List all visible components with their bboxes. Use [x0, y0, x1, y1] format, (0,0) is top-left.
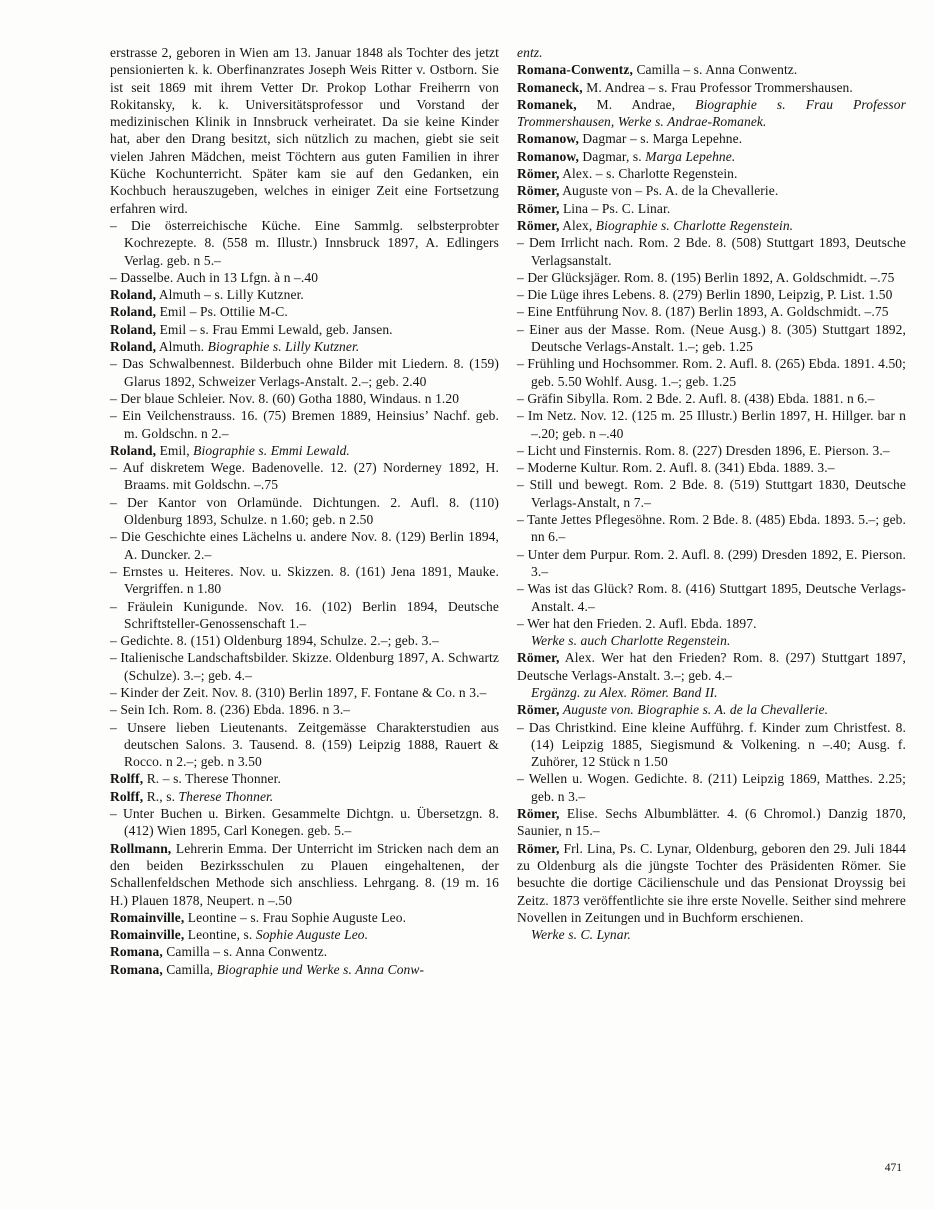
text-run: – Licht und Finsternis. Rom. 8. (227) Dresden 1896, E. Pierson. 3.–	[517, 442, 890, 458]
text-run: Alex,	[559, 217, 596, 233]
text-run: Frl. Lina, Ps. C. Lynar, Oldenburg, geboren den 29. Juli 1844 zu Oldenburg als die jüngste Tochter des Präsidenten Römer. Sie besuchte die dortige Cäcilienschule und das Pensionat Droyssig bei Zeitz. 1873 veröffentlichte sie ihre erste Novelle. Seither sind mehrere Novellen in Zeitungen und in Buchform erschienen.	[517, 840, 906, 925]
text-run: Lehrerin Emma. Der Unterricht im Stricken nach dem an den beiden Bezirksschulen zu Plauen eingehaltenen, der Schallenfeldschen Methode sich anschliess. Lehrgang. 8. (19 m. 16 H.) Plauen 1878, Neupert. n –.50	[110, 840, 499, 908]
work-list-item	[110, 494, 499, 529]
text-run: – Im Netz. Nov. 12. (125 m. 25 Illustr.) Berlin 1897, H. Hillger. bar n –.20; geb. n –.40	[517, 408, 906, 441]
text-run: Romanow,	[517, 148, 579, 164]
two-column-text-block	[110, 44, 906, 978]
text-run: Almuth – s. Lilly Kutzner.	[156, 287, 304, 303]
text-run: – Unter Buchen u. Birken. Gesammelte Dichtgn. u. Übersetzgn. 8. (412) Wien 1895, Carl Konegen. geb. 5.–	[110, 806, 499, 839]
work-list-item	[517, 442, 906, 459]
text-run: entz.	[517, 45, 543, 60]
text-run: Romainville,	[110, 909, 185, 925]
work-list-item	[517, 286, 906, 303]
text-run: – Dasselbe. Auch in 13 Lfgn. à n –.40	[110, 269, 319, 285]
text-run: – Unter dem Purpur. Rom. 2. Aufl. 8. (299) Dresden 1892, E. Pierson. 3.–	[517, 546, 906, 579]
entry-paragraph	[110, 321, 499, 338]
work-list-item	[517, 546, 906, 581]
work-list-item	[517, 407, 906, 442]
text-run: Werke s. auch Charlotte Regenstein.	[531, 633, 731, 649]
text-run: Roland,	[110, 442, 157, 458]
text-run: Leontine, s.	[184, 927, 256, 943]
reference-note	[517, 926, 906, 943]
text-run: – Kinder der Zeit. Nov. 8. (310) Berlin 1897, F. Fontane & Co. n 3.–	[110, 684, 487, 700]
text-run: Romana,	[110, 961, 163, 977]
entry-paragraph	[517, 649, 906, 684]
text-run: – Italienische Landschaftsbilder. Skizze. Oldenburg 1897, A. Schwartz (Schulze). 3.–; geb. 4.–	[110, 650, 499, 683]
work-list-item	[517, 269, 906, 286]
text-run: Romanow,	[517, 131, 579, 147]
entry-paragraph	[110, 961, 499, 978]
text-run: – Wellen u. Wogen. Gedichte. 8. (211) Leipzig 1869, Matthes. 2.25; geb. n 3.–	[517, 771, 906, 804]
work-list-item	[110, 719, 499, 771]
text-run: Auguste von. Biographie s. A. de la Chevallerie.	[562, 702, 829, 718]
work-list-item	[110, 805, 499, 840]
text-run: Rolff,	[110, 771, 144, 787]
text-run: – Die Lüge ihres Lebens. 8. (279) Berlin 1890, Leipzig, P. List. 1.50	[517, 287, 893, 303]
text-run: Romanek,	[517, 96, 577, 112]
entry-paragraph	[110, 44, 499, 217]
text-run: – Gräfin Sibylla. Rom. 2 Bde. 2. Aufl. 8. (438) Ebda. 1881. n 6.–	[517, 390, 875, 406]
text-run: – Der Kantor von Orlamünde. Dichtungen. 2. Aufl. 8. (110) Oldenburg 1893, Schulze. n 1.60; geb. n 2.50	[110, 494, 499, 528]
text-run: Auguste von – Ps. A. de la Chevallerie.	[559, 183, 779, 199]
text-run: – Dem Irrlicht nach. Rom. 2 Bde. 8. (508) Stuttgart 1893, Deutsche Verlagsanstalt.	[517, 235, 906, 268]
right-column	[517, 44, 906, 978]
text-run: R. – s. Therese Thonner.	[143, 771, 281, 787]
work-list-item	[517, 719, 906, 771]
entry-paragraph	[110, 770, 499, 787]
entry-paragraph	[110, 926, 499, 943]
text-run: R., s.	[143, 788, 179, 804]
entry-paragraph	[517, 130, 906, 147]
text-run: Roland,	[110, 304, 157, 320]
work-list-item	[110, 459, 499, 494]
text-run: – Das Christkind. Eine kleine Aufführg. f. Kinder zum Christfest. 8. (14) Leipzig 1885, Siegismund & Volkening. n –.40; Ausg. f. Zuhörer, 12 Stück n 1.50	[517, 719, 906, 770]
work-list-item	[517, 511, 906, 546]
text-run: Biographie und Werke s. Anna Conw-	[216, 961, 425, 977]
work-list-item	[110, 701, 499, 718]
text-run: Emil – s. Frau Emmi Lewald, geb. Jansen.	[156, 321, 393, 337]
text-run: Romana-Conwentz,	[517, 62, 633, 78]
text-run: Biographie s. Frau Professor Trommershausen, Werke s. Andrae-Romanek.	[517, 96, 906, 130]
text-run: Almuth.	[156, 339, 208, 355]
text-run: Sophie Auguste Leo.	[255, 927, 369, 943]
text-run: – Ein Veilchenstrauss. 16. (75) Bremen 1889, Heinsius’ Nachf. geb. m. Goldschn. n 2.–	[110, 408, 499, 441]
text-run: – Wer hat den Frieden. 2. Aufl. Ebda. 1897.	[517, 615, 757, 631]
work-list-item	[110, 355, 499, 390]
text-run: Römer,	[517, 217, 560, 233]
work-list-item	[110, 684, 499, 701]
text-run: erstrasse 2, geboren in Wien am 13. Januar 1848 als Tochter des jetzt pensionierten k. k. Oberfinanzrates Joseph Weis Ritter v. Ostborn. Sie ist seit 1869 mit ihrem Vetter Dr. Prokop Lothar Freiherrn von Rokitansky, k. k. Universitätsprofessor und Vorstand der medizinischen Klinik in Innsbruck verheiratet. Da sie keine Kinder hat, aber den Drang besitzt, sich nützlich zu machen, giebt sie seit vielen Jahren Mädchen, meist Töchtern aus guten Familien in ihrer Küche Kochunterricht. Später kam sie auf den Gedanken, ein Kochbuch herauszugeben, welches in einiger Zeit eine Fortsetzung erfahren wird.	[110, 45, 499, 216]
text-run: M. Andrea – s. Frau Professor Trommershausen.	[582, 79, 853, 95]
text-run: Camilla,	[162, 961, 217, 977]
entry-paragraph	[517, 61, 906, 78]
text-run: – Sein Ich. Rom. 8. (236) Ebda. 1896. n 3.–	[110, 702, 351, 718]
text-run: – Die Geschichte eines Lächelns u. andere Nov. 8. (129) Berlin 1894, A. Duncker. 2.–	[110, 529, 499, 562]
work-list-item	[517, 580, 906, 615]
text-run: Dagmar, s.	[578, 148, 646, 164]
work-list-item	[110, 217, 499, 269]
entry-paragraph	[517, 44, 906, 61]
text-run: Dagmar – s. Marga Lepehne.	[578, 131, 743, 147]
text-run: Biographie s. Lilly Kutzner.	[207, 339, 360, 355]
text-run: Ergänzg. zu Alex. Römer. Band II.	[531, 684, 718, 700]
text-run: Roland,	[110, 339, 157, 355]
work-list-item	[517, 390, 906, 407]
text-run: Biographie s. Emmi Lewald.	[193, 442, 350, 458]
text-run: Römer,	[517, 200, 560, 216]
text-run: Therese Thonner.	[178, 788, 274, 804]
work-list-item	[110, 632, 499, 649]
text-run: M. Andrae,	[576, 96, 696, 112]
text-run: Emil,	[156, 442, 194, 458]
text-run: Römer,	[517, 183, 560, 199]
entry-paragraph	[110, 909, 499, 926]
left-column	[110, 44, 499, 978]
work-list-item	[110, 407, 499, 442]
work-list-item	[517, 355, 906, 390]
text-run: Rolff,	[110, 788, 144, 804]
text-run: Romaneck,	[517, 79, 583, 95]
text-run: Elise. Sechs Albumblätter. 4. (6 Chromol.) Danzig 1870, Saunier, n 15.–	[517, 806, 906, 839]
text-run: Alex. – s. Charlotte Regenstein.	[559, 166, 738, 182]
work-list-item	[110, 563, 499, 598]
text-run: Marga Lepehne.	[645, 148, 736, 164]
entry-paragraph	[110, 840, 499, 909]
entry-paragraph	[110, 943, 499, 960]
text-run: Alex. Wer hat den Frieden? Rom. 8. (297) Stuttgart 1897, Deutsche Verlags-Anstalt. 3.–; geb. 4.–	[517, 650, 906, 683]
text-run: – Eine Entführung Nov. 8. (187) Berlin 1893, A. Goldschmidt. –.75	[517, 304, 889, 320]
text-run: Römer,	[517, 806, 560, 822]
text-run: Romainville,	[110, 927, 185, 943]
work-list-item	[517, 770, 906, 805]
text-run: Biographie s. Charlotte Regenstein.	[595, 217, 794, 233]
text-run: – Ernstes u. Heiteres. Nov. u. Skizzen. 8. (161) Jena 1891, Mauke. Vergriffen. n 1.80	[110, 563, 499, 597]
work-list-item	[110, 598, 499, 633]
work-list-item	[110, 269, 499, 286]
entry-paragraph	[517, 182, 906, 199]
text-run: – Das Schwalbennest. Bilderbuch ohne Bilder mit Liedern. 8. (159) Glarus 1892, Schweizer Verlags-Anstalt. 2.–; geb. 2.40	[110, 356, 499, 389]
text-run: Camilla – s. Anna Conwentz.	[162, 944, 328, 960]
entry-paragraph	[517, 805, 906, 840]
entry-paragraph	[110, 338, 499, 355]
text-run: – Frühling und Hochsommer. Rom. 2. Aufl. 8. (265) Ebda. 1891. 4.50; geb. 5.50 Wohlf. Ausg. 1.–; geb. 1.25	[517, 356, 906, 389]
text-run: Römer,	[517, 840, 560, 856]
text-run: – Still und bewegt. Rom. 2 Bde. 8. (519) Stuttgart 1830, Deutsche Verlags-Anstalt, n 7.–	[517, 477, 906, 510]
text-run: Emil – Ps. Ottilie M-C.	[156, 304, 288, 320]
text-run: Römer,	[517, 702, 560, 718]
entry-paragraph	[517, 701, 906, 718]
text-run: Lina – Ps. C. Linar.	[559, 200, 671, 216]
entry-paragraph	[517, 840, 906, 926]
work-list-item	[110, 390, 499, 407]
entry-paragraph	[110, 286, 499, 303]
text-run: – Der blaue Schleier. Nov. 8. (60) Gotha 1880, Windaus. n 1.20	[110, 390, 460, 406]
text-run: Leontine – s. Frau Sophie Auguste Leo.	[184, 909, 407, 925]
work-list-item	[517, 234, 906, 269]
entry-paragraph	[517, 200, 906, 217]
text-run: Roland,	[110, 287, 157, 303]
text-run: – Tante Jettes Pflegesöhne. Rom. 2 Bde. 8. (485) Ebda. 1893. 5.–; geb. nn 6.–	[517, 512, 906, 545]
page-number: 471	[884, 1162, 902, 1174]
work-list-item	[517, 459, 906, 476]
work-list-item	[517, 476, 906, 511]
entry-paragraph	[110, 303, 499, 320]
text-run: Römer,	[517, 650, 560, 666]
text-run: Camilla – s. Anna Conwentz.	[632, 62, 798, 78]
entry-paragraph	[517, 217, 906, 234]
reference-note	[517, 632, 906, 649]
work-list-item	[110, 649, 499, 684]
entry-paragraph	[110, 788, 499, 805]
text-run: – Gedichte. 8. (151) Oldenburg 1894, Schulze. 2.–; geb. 3.–	[110, 633, 439, 649]
text-run: Werke s. C. Lynar.	[531, 927, 631, 943]
work-list-item	[517, 615, 906, 632]
text-run: – Fräulein Kunigunde. Nov. 16. (102) Berlin 1894, Deutsche Schriftsteller-Genossenschaft 1.–	[110, 598, 499, 631]
reference-note	[517, 684, 906, 701]
work-list-item	[517, 303, 906, 320]
text-run: Romana,	[110, 944, 163, 960]
text-run: Roland,	[110, 321, 157, 337]
entry-paragraph	[517, 96, 906, 131]
work-list-item	[517, 321, 906, 356]
text-run: – Auf diskretem Wege. Badenovelle. 12. (27) Norderney 1892, H. Braams. mit Goldschn. –.75	[110, 460, 499, 493]
text-run: – Die österreichische Küche. Eine Sammlg. selbsterprobter Kochrezepte. 8. (558 m. Illustr.) Innsbruck 1897, A. Edlingers Verlag. geb. n 5.–	[110, 217, 499, 268]
entry-paragraph	[517, 148, 906, 165]
work-list-item	[110, 528, 499, 563]
text-run: Rollmann,	[110, 840, 172, 856]
text-run: – Unsere lieben Lieutenants. Zeitgemässe Charakterstudien aus deutschen Salons. 3. Tausend. 8. (159) Leipzig 1888, Rauert & Rocco. n 2.–; geb. n 3.50	[110, 719, 499, 770]
text-run: – Der Glücksjäger. Rom. 8. (195) Berlin 1892, A. Goldschmidt. –.75	[517, 269, 895, 285]
entry-paragraph	[517, 165, 906, 182]
entry-paragraph	[517, 79, 906, 96]
text-run: Römer,	[517, 166, 560, 182]
text-run: – Was ist das Glück? Rom. 8. (416) Stuttgart 1895, Deutsche Verlags-Anstalt. 4.–	[517, 581, 906, 614]
text-run: – Einer aus der Masse. Rom. (Neue Ausg.) 8. (305) Stuttgart 1892, Deutsche Verlags-Anstalt. 1.–; geb. 1.25	[517, 321, 906, 355]
text-run: – Moderne Kultur. Rom. 2. Aufl. 8. (341) Ebda. 1889. 3.–	[517, 460, 835, 476]
entry-paragraph	[110, 442, 499, 459]
